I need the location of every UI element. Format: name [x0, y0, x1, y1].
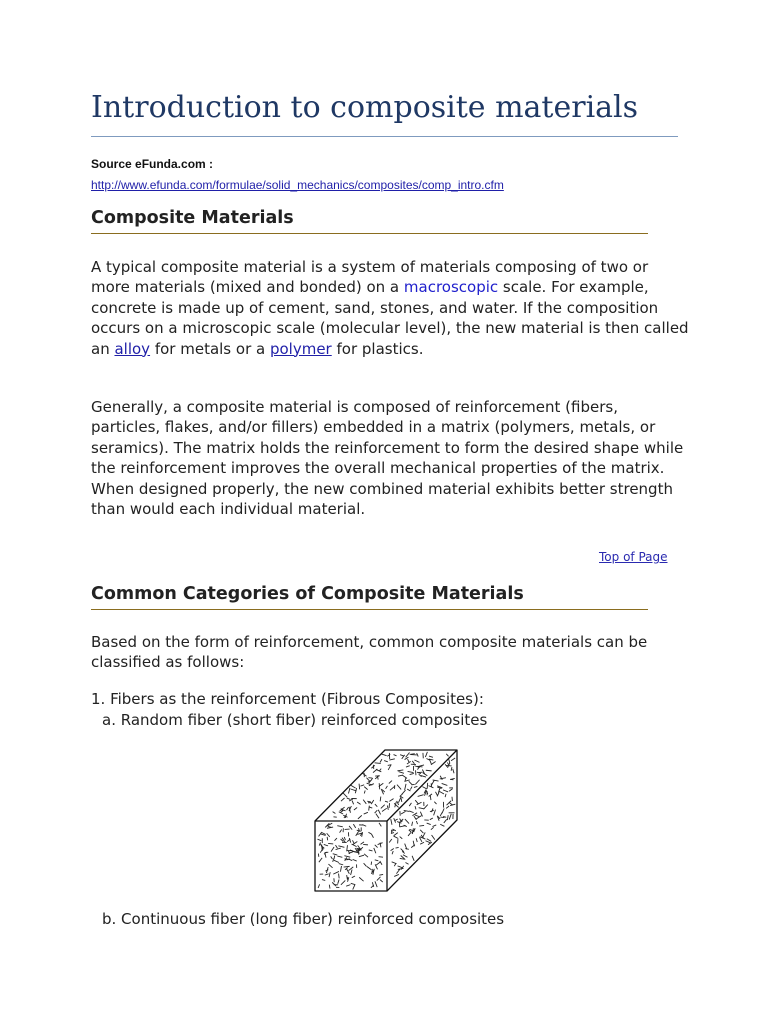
fiber-mark — [382, 808, 387, 811]
fiber-mark — [380, 759, 382, 762]
fiber-mark — [366, 778, 369, 782]
fiber-mark — [364, 790, 365, 793]
fiber-mark — [415, 806, 416, 809]
fiber-mark — [353, 824, 355, 828]
fiber-mark — [359, 877, 363, 881]
fiber-mark — [412, 822, 413, 826]
fiber-mark — [451, 758, 455, 761]
fiber-mark — [340, 830, 342, 833]
fiber-mark — [339, 864, 343, 865]
fiber-mark — [409, 803, 411, 806]
fiber-mark — [394, 755, 397, 756]
fiber-mark — [416, 838, 417, 842]
fiber-mark — [391, 849, 394, 851]
fiber-mark — [354, 808, 357, 810]
fiber-mark — [364, 854, 368, 857]
fiber-mark — [392, 862, 397, 864]
fiber-mark — [329, 872, 330, 877]
fiber-mark — [389, 799, 393, 802]
fiber-mark — [364, 787, 367, 790]
fiber-mark — [371, 834, 373, 838]
fiber-mark — [394, 833, 398, 836]
fiber-mark — [401, 811, 405, 814]
fiber-mark — [379, 823, 381, 827]
fiber-mark — [375, 804, 377, 807]
fiber-mark — [397, 801, 399, 805]
fiber-mark — [417, 753, 419, 757]
fiber-mark — [374, 848, 376, 853]
fiber-mark — [408, 832, 411, 835]
fiber-mark — [406, 766, 410, 767]
fiber-mark — [334, 860, 339, 862]
fiber-mark — [410, 773, 414, 774]
fiber-mark — [358, 815, 362, 818]
fiber-mark — [435, 792, 437, 796]
fiber-mark — [414, 816, 416, 820]
fiber-mark — [369, 850, 373, 851]
fiber-mark — [325, 874, 329, 875]
fiber-mark — [398, 866, 403, 868]
fiber-mark — [408, 759, 409, 762]
fiber-mark — [347, 798, 351, 799]
fiber-mark — [440, 778, 446, 779]
fiber-mark — [442, 783, 448, 785]
fiber-mark — [453, 769, 454, 773]
fiber-mark — [401, 849, 404, 852]
intro-text-4: for plastics. — [331, 339, 424, 358]
fiber-mark — [426, 770, 432, 771]
fiber-mark — [344, 866, 350, 867]
fiber-mark — [319, 842, 320, 845]
fiber-mark — [429, 756, 433, 757]
fiber-mark — [333, 858, 334, 861]
fiber-mark — [412, 761, 414, 764]
fiber-mark — [397, 785, 401, 790]
fiber-mark — [351, 789, 357, 791]
title-divider — [91, 136, 678, 137]
fiber-mark — [446, 754, 448, 757]
fiber-mark — [379, 783, 380, 789]
fiber-mark — [376, 814, 379, 819]
fiber-mark — [380, 861, 382, 865]
fiber-mark — [415, 780, 419, 785]
fiber-mark — [341, 880, 345, 884]
fiber-mark — [418, 795, 424, 797]
fiber-mark — [430, 795, 431, 800]
fiber-mark — [351, 883, 355, 884]
fiber-mark — [451, 767, 452, 771]
fiber-mark — [407, 789, 410, 791]
fiber-mark — [375, 845, 378, 848]
fiber-mark — [348, 788, 349, 794]
fiber-mark — [371, 800, 374, 804]
fiber-mark — [385, 801, 388, 802]
source-label: Source eFunda.com : — [91, 157, 214, 171]
section-divider — [91, 233, 648, 234]
fiber-mark — [414, 786, 417, 787]
fiber-mark — [351, 870, 352, 875]
fiber-mark — [353, 884, 355, 889]
fiber-mark — [382, 754, 387, 756]
list-item-random-fiber: a. Random fiber (short fiber) reinforced composites — [102, 711, 488, 729]
fiber-mark — [446, 806, 449, 808]
composition-paragraph: Generally, a composite material is composed of reinforcement (fibers, particles, flakes, and/or fillers) embedded in a matrix (polymers, metals, or seramics). The matrix holds the reinforcement to form the desired shape while the reinforcement improves the overall mechanical properties of the matrix. When designed properly, the new combined material exhibits better strength than would each individual material. — [91, 398, 684, 519]
fiber-mark — [398, 797, 401, 803]
fiber-mark — [419, 825, 424, 826]
fiber-mark — [403, 855, 408, 857]
fiber-mark — [415, 800, 418, 804]
fiber-mark — [409, 781, 413, 785]
fiber-mark — [333, 871, 339, 874]
fiber-mark — [334, 838, 337, 841]
fiber-mark — [339, 874, 340, 879]
fiber-mark — [349, 838, 350, 843]
fiber-mark — [405, 784, 406, 790]
fiber-mark — [324, 844, 328, 845]
fiber-mark — [375, 810, 378, 813]
list-item-continuous-fiber: b. Continuous fiber (long fiber) reinforced composites — [102, 910, 505, 928]
fiber-mark — [318, 839, 322, 841]
fiber-mark — [433, 825, 437, 827]
classification-paragraph: Based on the form of reinforcement, common composite materials can be classified as follows: — [91, 633, 648, 672]
fiber-mark — [398, 868, 404, 869]
top-of-page-link[interactable]: Top of Page — [599, 550, 668, 564]
fiber-mark — [364, 863, 367, 866]
fiber-mark — [410, 787, 412, 790]
fiber-mark — [422, 787, 427, 789]
fiber-mark — [346, 868, 349, 873]
fiber-mark — [397, 770, 403, 771]
fiber-mark — [357, 830, 361, 831]
fiber-mark — [399, 772, 404, 774]
fiber-mark — [368, 832, 371, 834]
fiber-mark — [375, 881, 377, 887]
section-heading-common-categories: Common Categories of Composite Materials — [91, 584, 524, 604]
fiber-mark — [359, 855, 364, 857]
fiber-mark — [380, 880, 383, 882]
fiber-mark — [360, 785, 364, 786]
fiber-mark — [333, 854, 338, 855]
fiber-mark — [333, 812, 336, 814]
fiber-mark — [444, 819, 447, 823]
fiber-mark — [449, 814, 451, 820]
fiber-mark — [367, 867, 371, 870]
fiber-mark — [449, 802, 453, 805]
fiber-mark — [364, 812, 368, 814]
fiber-mark — [419, 808, 424, 809]
fiber-mark — [348, 851, 349, 854]
fiber-mark — [379, 769, 381, 772]
fiber-mark — [409, 811, 413, 813]
fiber-mark — [405, 819, 409, 823]
list-item-fibrous-composites: 1. Fibers as the reinforcement (Fibrous Composites): — [91, 690, 484, 708]
fiber-mark — [405, 849, 408, 850]
fiber-mark — [416, 821, 417, 824]
source-url-link[interactable]: http://www.efunda.com/formulae/solid_mechanics/composites/comp_intro.cfm — [91, 178, 504, 192]
fiber-mark — [396, 847, 399, 848]
fiber-mark — [341, 798, 345, 801]
fiber-mark — [362, 825, 366, 827]
fiber-mark — [423, 773, 428, 776]
fiber-mark — [343, 793, 347, 797]
fiber-mark — [331, 856, 333, 859]
fiber-mark — [438, 788, 439, 793]
fiber-mark — [336, 848, 341, 850]
fiber-mark — [328, 826, 331, 827]
fiber-mark — [420, 830, 423, 833]
fiber-mark — [432, 835, 435, 840]
fiber-mark — [394, 836, 399, 838]
fiber-mark — [398, 775, 403, 776]
fiber-mark — [384, 761, 388, 762]
fiber-mark — [337, 856, 342, 857]
fiber-mark — [405, 863, 408, 865]
fiber-mark — [373, 769, 377, 773]
polymer-link[interactable]: polymer — [269, 339, 332, 358]
fiber-mark — [392, 851, 393, 854]
fiber-mark — [352, 844, 357, 847]
fiber-mark — [327, 833, 330, 837]
fiber-mark — [338, 880, 339, 884]
fiber-mark — [437, 792, 439, 796]
fiber-mark — [359, 784, 360, 790]
intro-text-1: A typical composite material is a system of materials composing of two or more materials (mixed and bonded) on a — [91, 258, 649, 297]
intro-text-2: scale. For example, concrete is made up of cement, sand, stones, and water. If the composition occurs on a microscopic scale (molecular level), the new material is then called an — [91, 278, 689, 358]
fiber-mark — [440, 817, 444, 818]
fiber-mark — [327, 837, 328, 840]
fiber-mark — [391, 819, 392, 825]
fiber-mark — [322, 880, 325, 881]
fiber-mark — [375, 860, 379, 861]
intro-text-3: for metals or a — [150, 339, 270, 358]
fiber-mark — [352, 876, 355, 878]
fiber-mark — [379, 874, 383, 875]
fiber-mark — [375, 763, 381, 764]
fiber-mark — [344, 837, 345, 840]
fiber-mark — [319, 858, 322, 862]
fiber-mark — [318, 884, 320, 888]
fiber-mark — [369, 806, 370, 811]
fiber-mark — [336, 845, 338, 848]
fiber-mark — [357, 802, 360, 804]
fiber-mark — [338, 846, 344, 848]
document-title: Introduction to composite materials — [91, 90, 639, 125]
fiber-mark — [395, 819, 398, 821]
fiber-mark — [431, 762, 436, 765]
fiber-mark — [369, 807, 372, 808]
fiber-mark — [443, 790, 448, 792]
alloy-link[interactable]: alloy — [114, 339, 151, 358]
fiber-mark — [440, 776, 442, 780]
fiber-mark — [344, 856, 350, 857]
fiber-mark — [425, 752, 427, 757]
fiber-mark — [430, 818, 433, 820]
fiber-mark — [447, 815, 448, 820]
fiber-mark — [367, 801, 371, 802]
fiber-mark — [389, 759, 395, 760]
fiber-mark — [394, 874, 399, 876]
macroscopic-term: macroscopic — [403, 278, 499, 297]
fiber-mark — [404, 810, 410, 811]
fiber-mark — [348, 867, 353, 871]
fiber-mark — [434, 802, 436, 804]
fiber-mark — [440, 813, 442, 816]
fiber-mark — [381, 805, 385, 809]
fiber-mark — [390, 786, 395, 790]
fiber-mark — [325, 854, 326, 858]
fiber-mark — [412, 856, 414, 861]
fiber-mark — [428, 786, 433, 788]
fiber-mark — [389, 839, 392, 843]
fiber-mark — [406, 753, 410, 758]
fiber-mark — [431, 827, 434, 829]
fiber-mark — [440, 824, 444, 826]
fiber-mark — [417, 766, 422, 767]
fiber-mark — [376, 862, 380, 865]
fiber-mark — [346, 885, 350, 887]
fiber-mark — [329, 885, 330, 889]
fiber-mark — [332, 882, 336, 886]
fiber-mark — [351, 785, 356, 788]
fiber-mark — [427, 823, 431, 824]
random-fiber-composite-block-figure — [310, 745, 460, 895]
fiber-mark — [340, 866, 341, 872]
fiber-mark — [415, 815, 419, 817]
fiber-mark — [427, 839, 431, 842]
fiber-mark — [401, 798, 402, 802]
fiber-mark — [400, 837, 403, 839]
section-heading-composite-materials: Composite Materials — [91, 208, 294, 228]
block-outline — [315, 750, 457, 891]
fiber-mark — [420, 842, 424, 844]
fiber-mark — [337, 826, 342, 827]
section-divider — [91, 609, 648, 610]
fiber-mark — [328, 864, 332, 868]
fiber-mark — [414, 760, 419, 762]
fiber-mark — [352, 801, 354, 805]
fiber-mark — [363, 800, 366, 804]
fiber-mark — [347, 807, 349, 810]
fiber-mark — [445, 794, 446, 797]
fiber-mark — [378, 810, 380, 815]
fiber-mark — [347, 877, 348, 880]
fiber-mark — [449, 789, 452, 792]
fiber-mark — [356, 831, 359, 836]
fiber-mark — [389, 781, 392, 784]
fiber-mark — [431, 780, 434, 785]
fiber-mark — [387, 805, 388, 809]
fiber-mark — [408, 771, 414, 772]
intro-paragraph — [91, 257, 691, 359]
fiber-mark — [380, 797, 381, 802]
fiber-mark — [331, 847, 334, 852]
fiber-mark — [353, 859, 357, 861]
fiber-mark — [386, 786, 388, 789]
fiber-mark — [400, 755, 403, 756]
fiber-mark — [405, 778, 406, 781]
